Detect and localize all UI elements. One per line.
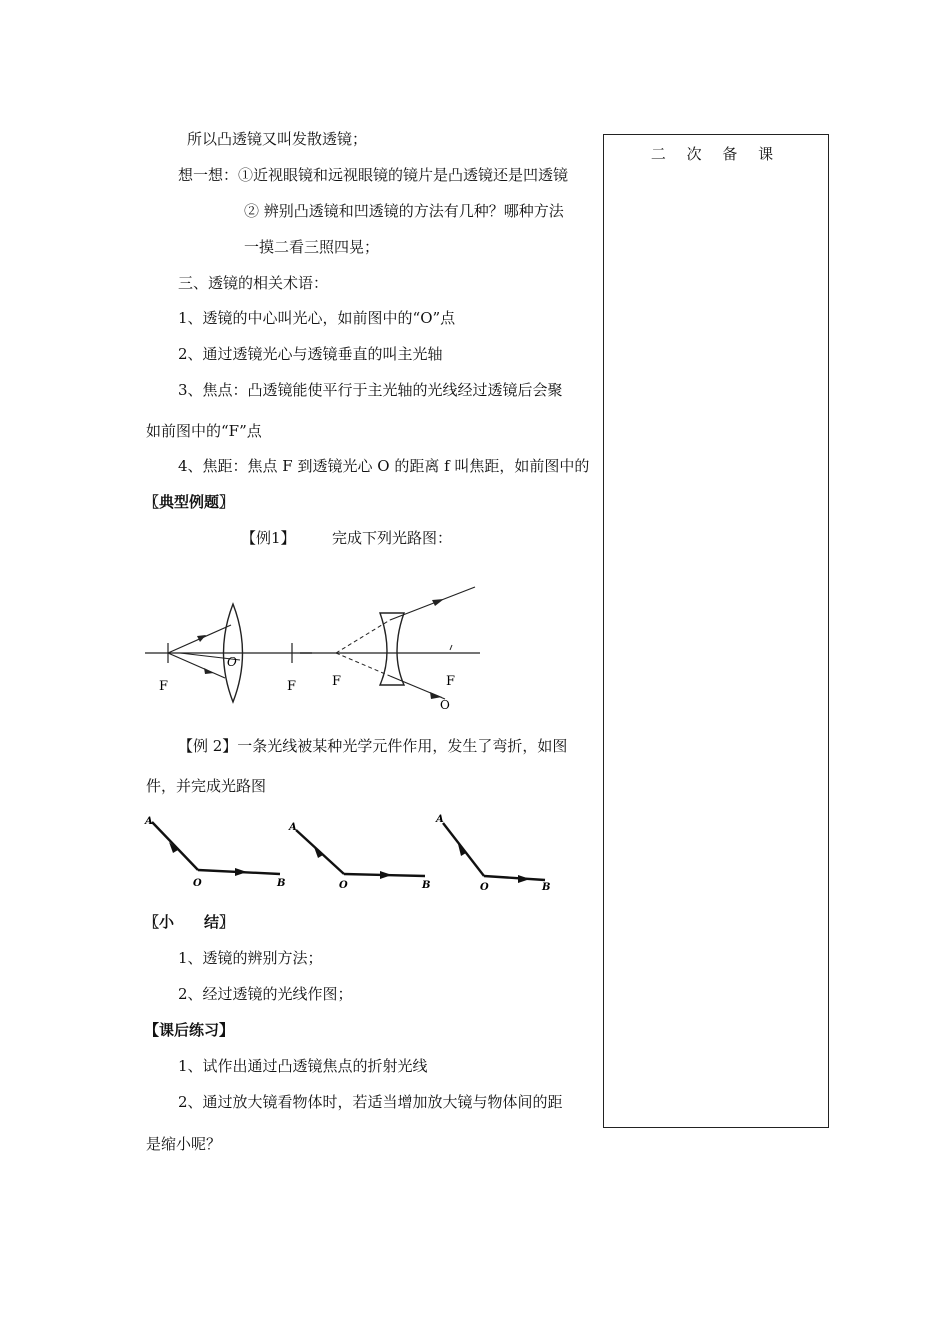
term-optical-center: 1、透镜的中心叫光心，如前图中的“O”点 bbox=[178, 309, 456, 327]
exercise-1: 1、试作出通过凸透镜焦点的折射光线 bbox=[178, 1057, 428, 1075]
fig2-label-b2: B bbox=[422, 880, 431, 891]
bent-ray-3 bbox=[435, 814, 550, 893]
section-terms-heading: 三、透镜的相关术语： bbox=[178, 274, 329, 292]
text-line-concave-lens: 所以凸透镜又叫发散透镜； bbox=[187, 130, 368, 148]
term-focal-length: 4、焦距：焦点 F 到透镜光心 O 的距离 f 叫焦距，如前图中的 bbox=[178, 457, 590, 475]
fig1-label-f4: F bbox=[446, 674, 456, 689]
secondary-prep-box bbox=[603, 134, 829, 1128]
term-principal-axis: 2、通过透镜光心与透镜垂直的叫主光轴 bbox=[178, 345, 443, 363]
lens-ray-diagram bbox=[140, 578, 490, 713]
heading-typical-examples: 〖典型例题〗 bbox=[144, 493, 235, 511]
example1-label: 【例1】 bbox=[241, 529, 296, 547]
exercise-2: 2、通过放大镜看物体时，若适当增加放大镜与物体间的距 bbox=[178, 1093, 563, 1111]
example2-text-cont: 件，并完成光路图 bbox=[146, 777, 267, 795]
summary-item-2: 2、经过透镜的光线作图； bbox=[178, 985, 353, 1003]
example2-text: 【例 2】一条光线被某种光学元件作用，发生了弯折，如图 bbox=[178, 737, 568, 755]
fig2-label-b3: B bbox=[542, 882, 551, 893]
bent-ray-1 bbox=[144, 816, 285, 889]
heading-exercises: 【课后练习】 bbox=[144, 1021, 235, 1039]
fig1-label-f3: F bbox=[332, 674, 342, 689]
fig2-label-a2: A bbox=[289, 822, 297, 833]
fig1-label-o2: O bbox=[440, 698, 450, 712]
secondary-prep-title: 二 次 备 课 bbox=[650, 145, 782, 163]
fig1-label-o1: O bbox=[227, 655, 237, 669]
exercise-2-cont: 是缩小呢？ bbox=[146, 1135, 222, 1153]
summary-item-1: 1、透镜的辨别方法； bbox=[178, 949, 323, 967]
bent-ray-2 bbox=[288, 822, 430, 891]
fig2-label-o3: O bbox=[480, 882, 489, 893]
heading-summary: 〖小 结〗 bbox=[144, 913, 235, 931]
fig2-label-a1: A bbox=[145, 816, 153, 827]
bent-ray-diagrams bbox=[140, 808, 570, 893]
term-focus-cont: 如前图中的“F”点 bbox=[146, 422, 262, 440]
fig2-label-a3: A bbox=[436, 814, 444, 825]
example1-text: 完成下列光路图： bbox=[332, 529, 453, 547]
fig2-label-o1: O bbox=[193, 878, 202, 889]
term-focus: 3、焦点：凸透镜能使平行于主光轴的光线经过透镜后会聚 bbox=[178, 381, 563, 399]
text-line-think: 想一想：①近视眼镜和远视眼镜的镜片是凸透镜还是凹透镜 bbox=[178, 166, 569, 184]
fig2-label-o2: O bbox=[339, 880, 348, 891]
fig1-label-f2: F bbox=[287, 679, 297, 694]
text-line-methods: ② 辨别凸透镜和凹透镜的方法有几种？哪种方法 bbox=[244, 202, 564, 220]
text-line-method-answer: 一摸二看三照四晃； bbox=[244, 238, 380, 256]
fig2-label-b1: B bbox=[277, 878, 286, 889]
fig1-label-f1: F bbox=[159, 679, 169, 694]
